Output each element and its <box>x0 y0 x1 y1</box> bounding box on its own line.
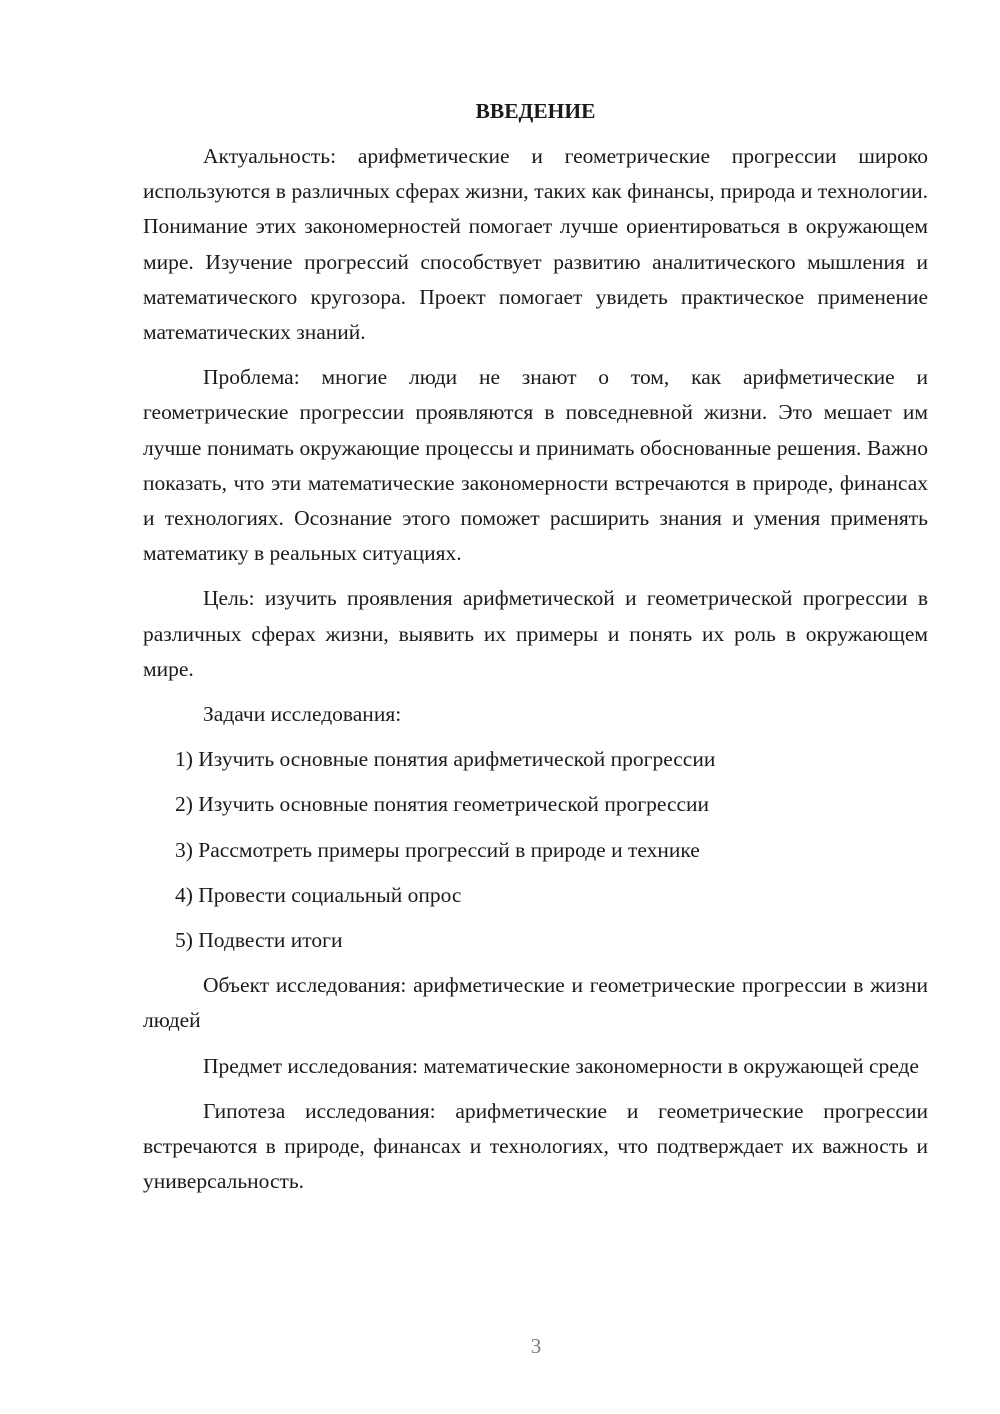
task-item: 3) Рассмотреть примеры прогрессий в природе и технике <box>175 837 700 862</box>
tasks-heading: Задачи исследования: <box>203 702 402 727</box>
page-number: 3 <box>530 1334 542 1358</box>
goal-paragraph: Цель: изучить проявления арифметической и геометрической прогрессии в различных сферах жизни, выявить их примеры и понять их роль в окружающем мире. <box>143 586 928 681</box>
research-object-paragraph: Объект исследования: арифметические и геометрические прогрессии в жизни людей <box>143 973 928 1033</box>
task-item: 5) Подвести итоги <box>175 928 343 953</box>
task-list <box>143 742 928 958</box>
relevance-paragraph: Актуальность: арифметические и геометрические прогрессии широко используются в различных сферах жизни, таких как финансы, природа и технологии. Понимание этих закономерностей помогает лучше ориентироваться в окружающем мире. Изучение прогрессий способствует развитию аналитического мышления и математического кругозора. Проект помогает увидеть практическое применение математических знаний. <box>143 144 928 345</box>
page-content <box>143 96 928 1199</box>
task-item: 2) Изучить основные понятия геометрической прогрессии <box>175 792 710 817</box>
research-subject-paragraph: Предмет исследования: математические закономерности в окружающей среде <box>203 1053 919 1078</box>
problem-paragraph: Проблема: многие люди не знают о том, как арифметические и геометрические прогрессии проявляются в повседневной жизни. Это мешает им лучше понимать окружающие процессы и принимать обоснованные решения. Важно показать, что эти математические закономерности встречаются в природе, финансах и технологиях. Осознание этого поможет расширить знания и умения применять математику в реальных ситуациях. <box>143 365 928 566</box>
hypothesis-paragraph: Гипотеза исследования: арифметические и геометрические прогрессии встречаются в природе, финансах и технологиях, что подтверждает их важность и универсальность. <box>143 1098 928 1194</box>
task-item: 1) Изучить основные понятия арифметической прогрессии <box>175 747 716 772</box>
page-title: ВВЕДЕНИЕ <box>475 99 596 123</box>
task-item: 4) Провести социальный опрос <box>175 882 462 907</box>
